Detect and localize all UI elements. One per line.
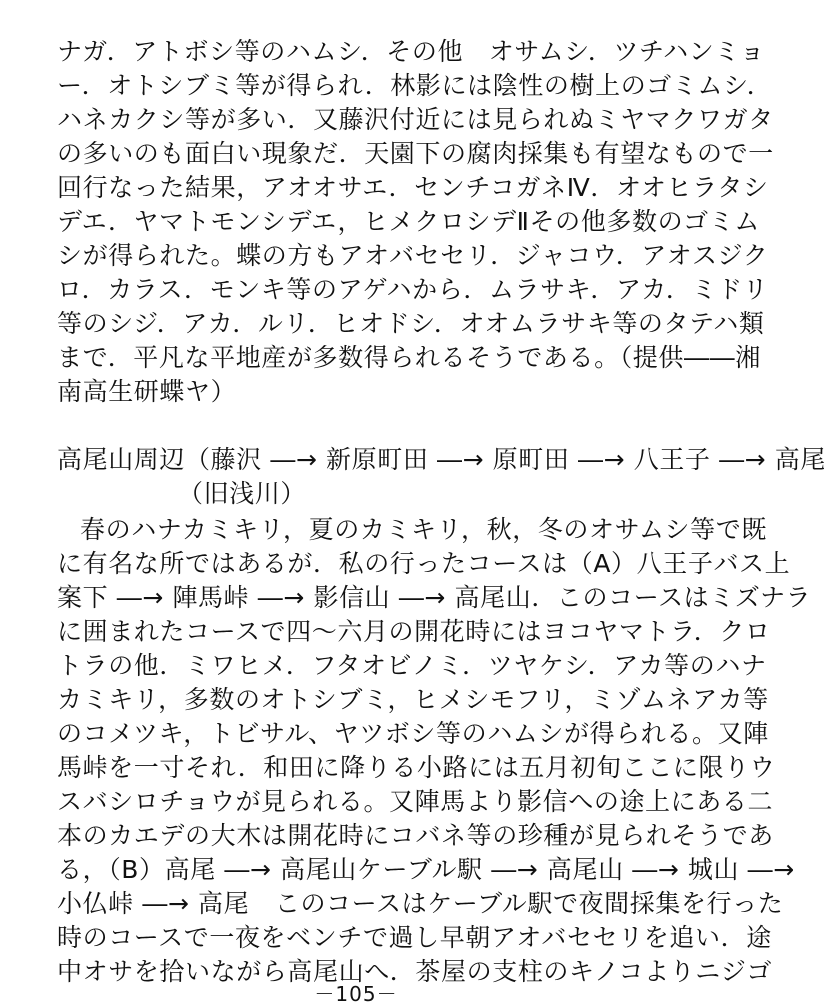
text-line: シが得られた。蝶の方もアオバセセリ．ジャコウ．アオスジク bbox=[57, 241, 769, 270]
text-line: トラの他．ミワヒメ．フタオビノミ．ツヤケシ．アカ等のハナ bbox=[57, 651, 767, 680]
text-line: スバシロチョウが見られる。又陣馬より影信への途上にある二 bbox=[57, 787, 774, 816]
text-line: に囲まれたコースで四～六月の開花時にはヨコヤマトラ．クロ bbox=[57, 617, 771, 646]
text-line: 小仏峠 ―→ 高尾 このコースはケーブル駅で夜間採集を行った bbox=[57, 889, 784, 918]
text-line: の多いのも面白い現象だ．天園下の腐肉採集も有望なもので一 bbox=[57, 139, 774, 168]
text-line: ナガ．アトボシ等のハムシ．その他 オサムシ．ツチハンミョ bbox=[57, 37, 766, 66]
text-line: に有名な所ではあるが．私の行ったコースは（A）八王子バス上 bbox=[57, 549, 791, 578]
text-line: ー．オトシブミ等が得られ．林影には陰性の樹上のゴミムシ． bbox=[57, 71, 773, 100]
text-line: デエ．ヤマトモンシデエ，ヒメクロシデⅡその他多数のゴミム bbox=[57, 207, 760, 236]
text-line: 回行なった結果，アオオサエ．センチコガネⅣ．オオヒラタシ bbox=[57, 173, 769, 202]
text-line: ロ．カラス．モンキ等のアゲハから．ムラサキ．アカ．ミドリ bbox=[57, 275, 769, 304]
text-line: 時のコースで一夜をベンチで過し早朝アオバセセリを追い．途 bbox=[57, 923, 772, 952]
section-heading-note: （旧浅川） bbox=[178, 479, 307, 508]
text-line: カミキリ，多数のオトシブミ，ヒメシモフリ，ミゾムネアカ等 bbox=[57, 685, 769, 714]
text-line: ハネカクシ等が多い．又藤沢付近には見られぬミヤマクワガタ bbox=[57, 105, 774, 134]
text-line: 馬峠を一寸それ．和田に降りる小路には五月初旬ここに限りウ bbox=[57, 753, 776, 782]
text-line: 本のカエデの大木は開花時にコバネ等の珍種が見られそうであ bbox=[57, 821, 774, 850]
text-line: 等のシジ．アカ．ルリ．ヒオドシ．オオムラサキ等のタテハ類 bbox=[57, 309, 765, 338]
text-line: 中オサを拾いながら高尾山へ．茶屋の支柱のキノコよりニジゴ bbox=[57, 957, 773, 986]
text-line: る，（B）高尾 ―→ 高尾山ケーブル駅 ―→ 高尾山 ―→ 城山 ―→ bbox=[57, 855, 795, 884]
text-line: 南高生研蝶ヤ） bbox=[57, 377, 237, 406]
page-number: －105－ bbox=[314, 982, 398, 1006]
section-heading: 高尾山周辺（藤沢 ―→ 新原町田 ―→ 原町田 ―→ 八王子 ―→ 高尾 bbox=[57, 445, 826, 474]
text-line: 春のハナカミキリ，夏のカミキリ，秋，冬のオサムシ等で既 bbox=[80, 515, 767, 544]
text-line: まで．平凡な平地産が多数得られるそうである。（提供――湘 bbox=[57, 343, 761, 372]
text-line: のコメツキ，トビサル、ヤツボシ等のハムシが得られる。又陣 bbox=[57, 719, 769, 748]
text-line: 案下 ―→ 陣馬峠 ―→ 影信山 ―→ 高尾山．このコースはミズナラ bbox=[57, 583, 812, 612]
